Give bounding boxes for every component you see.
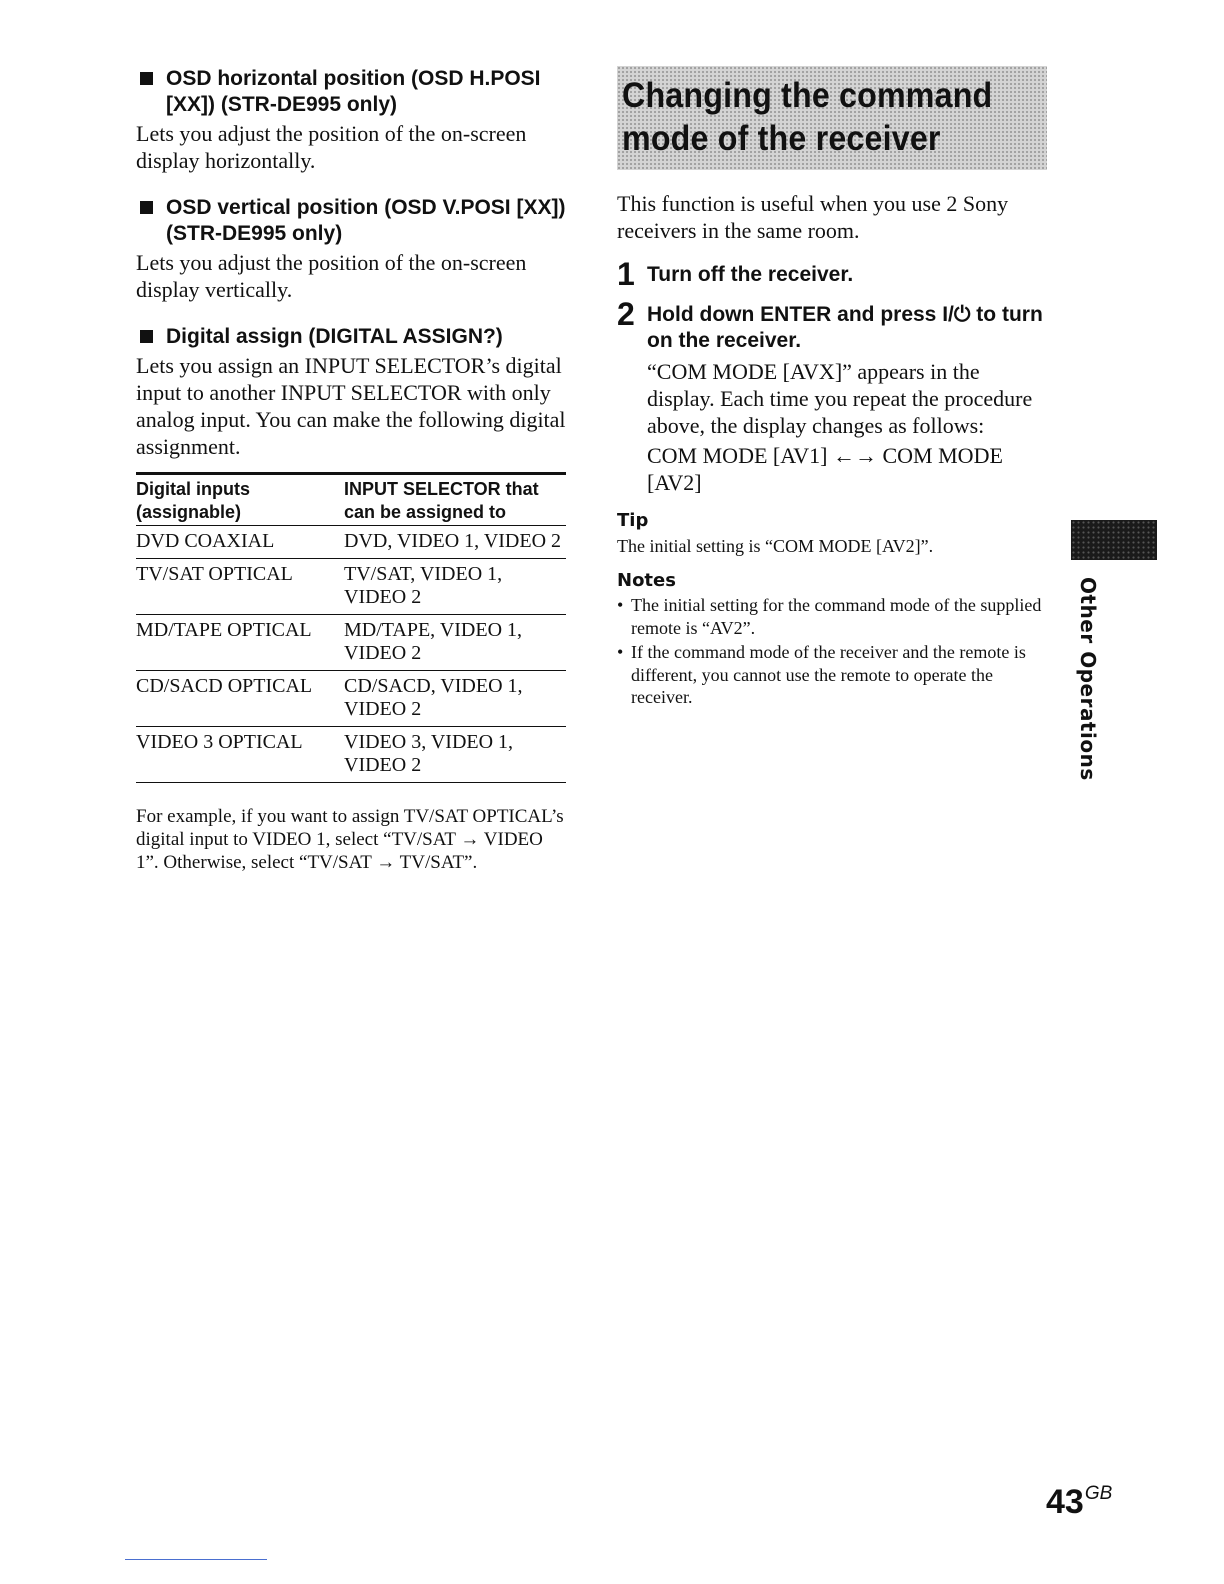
right-column	[617, 66, 1047, 711]
column-header-input-selector: INPUT SELECTOR that can be assigned to	[344, 474, 566, 526]
table-row	[136, 671, 566, 727]
step-2-body: “COM MODE [AVX]” appears in the display. Each time you repeat the procedure above, the display changes as follows:	[647, 359, 1033, 438]
table-cell: CD/SACD OPTICAL	[136, 671, 344, 727]
table-row	[136, 727, 566, 783]
list-item: • The initial setting for the command mode of the supplied remote is “AV2”.	[617, 594, 1047, 639]
digital-assign-table	[136, 472, 566, 783]
step-2-display-sequence: COM MODE [AV1] ←→ COM MODE [AV2]	[647, 443, 1003, 495]
table-cell: TV/SAT, VIDEO 1, VIDEO 2	[344, 559, 566, 615]
chapter-tab-marker	[1071, 520, 1157, 560]
banner-title: Changing the command mode of the receiver	[622, 76, 993, 158]
page-number: $43^{GB}$	[1046, 1483, 1113, 1521]
step-number: 1	[617, 256, 635, 292]
tip-text: The initial setting is “COM MODE [AV2]”.	[617, 536, 934, 556]
step-1	[617, 256, 1047, 292]
section-heading-digital-assign: Digital assign (DIGITAL ASSIGN?)	[136, 324, 566, 350]
step-title: Turn off the receiver.	[647, 263, 854, 286]
intro-paragraph: This function is useful when you use 2 Sony receivers in the same room.	[617, 191, 1009, 243]
table-cell: DVD, VIDEO 1, VIDEO 2	[344, 526, 566, 559]
step-title: Hold down ENTER and press I/⏻ to turn on the receiver.	[647, 303, 1043, 352]
table-cell: DVD COAXIAL	[136, 526, 344, 559]
section-heading-osd-vertical: OSD vertical position (OSD V.POSI [XX]) (STR-DE995 only)	[136, 195, 566, 247]
table-cell: MD/TAPE OPTICAL	[136, 615, 344, 671]
table-cell: VIDEO 3, VIDEO 1, VIDEO 2	[344, 727, 566, 783]
section-body-digital-assign: Lets you assign an INPUT SELECTOR’s digital input to another INPUT SELECTOR with only analog input. You can make the following digital assignment.	[136, 353, 566, 459]
section-body-osd-vertical: Lets you adjust the position of the on-screen display vertically.	[136, 250, 527, 302]
table-cell: TV/SAT OPTICAL	[136, 559, 344, 615]
step-2	[617, 296, 1047, 354]
table-header-row	[136, 474, 566, 526]
table-cell: MD/TAPE, VIDEO 1, VIDEO 2	[344, 615, 566, 671]
example-paragraph: For example, if you want to assign TV/SAT OPTICAL’s digital input to VIDEO 1, select “TV/SAT → VIDEO 1”. Otherwise, select “TV/SAT → TV/SAT”.	[136, 806, 564, 873]
tip-heading: Tip	[617, 510, 649, 531]
section-heading-osd-horizontal: OSD horizontal position (OSD H.POSI [XX]) (STR-DE995 only)	[136, 66, 566, 118]
table-cell: VIDEO 3 OPTICAL	[136, 727, 344, 783]
table-row	[136, 615, 566, 671]
step-number: 2	[617, 296, 635, 332]
section-title-banner	[617, 66, 1047, 170]
table-cell: CD/SACD, VIDEO 1, VIDEO 2	[344, 671, 566, 727]
footer-rule	[125, 1559, 267, 1560]
section-body-osd-horizontal: Lets you adjust the position of the on-screen display horizontally.	[136, 121, 527, 173]
list-item: • If the command mode of the receiver and the remote is different, you cannot use the remote to operate the receiver.	[617, 641, 1047, 709]
column-header-digital-inputs: Digital inputs (assignable)	[136, 474, 344, 526]
table-row	[136, 559, 566, 615]
notes-heading: Notes	[617, 570, 676, 591]
square-bullet-icon	[140, 72, 153, 85]
page-number-suffix: GB	[1084, 1483, 1113, 1504]
chapter-side-label: Other Operations	[1076, 577, 1100, 781]
table-row	[136, 526, 566, 559]
square-bullet-icon	[140, 330, 153, 343]
left-column	[136, 66, 566, 893]
square-bullet-icon	[140, 201, 153, 214]
notes-list	[617, 594, 1047, 709]
